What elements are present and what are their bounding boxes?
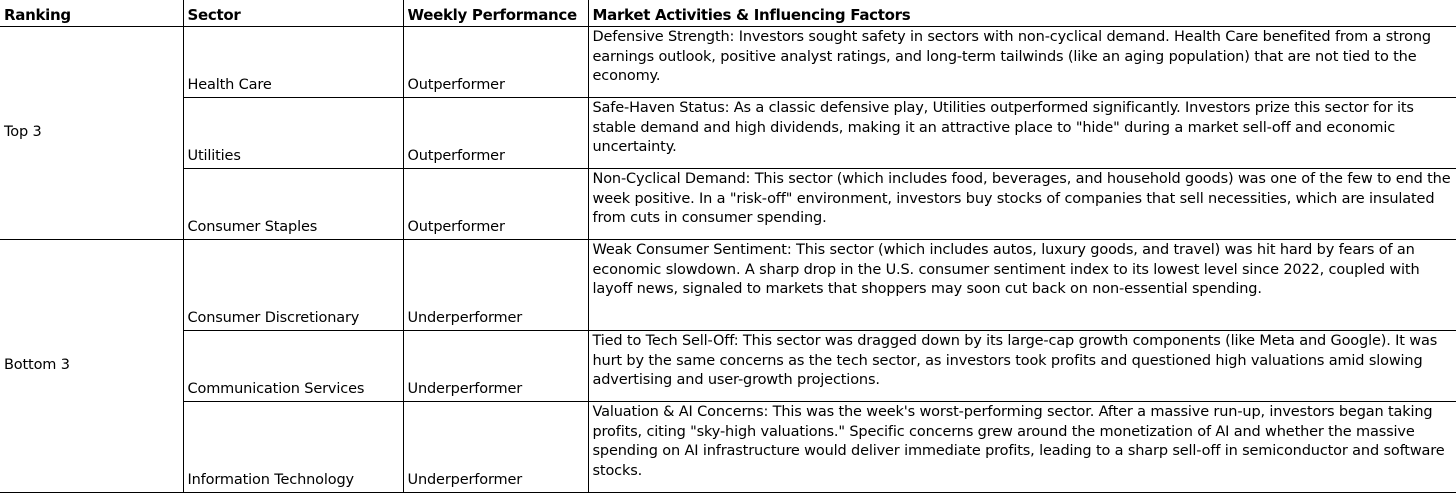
factors-cell: Defensive Strength: Investors sought safety in sectors with non-cyclical demand. Health Care benefited from a strong earnings outlook, positive analyst ratings, and long-term tailwinds (like an aging population) that are not tied to the economy.	[588, 27, 1456, 98]
header-sector: Sector	[183, 0, 403, 27]
table-row	[0, 169, 1456, 240]
sector-cell: Information Technology	[183, 402, 403, 493]
table-header	[0, 0, 1456, 27]
factors-cell: Non-Cyclical Demand: This sector (which includes food, beverages, and household goods) was one of the few to end the week positive. In a "risk-off" environment, investors buy stocks of companies that sell necessities, which are insulated from cuts in consumer spending.	[588, 169, 1456, 240]
ranking-cell-bottom-3: Bottom 3	[0, 240, 183, 493]
performance-cell: Outperformer	[403, 169, 588, 240]
header-ranking: Ranking	[0, 0, 183, 27]
factors-cell: Weak Consumer Sentiment: This sector (which includes autos, luxury goods, and travel) was hit hard by fears of an economic slowdown. A sharp drop in the U.S. consumer sentiment index to its lowest level since 2022, coupled with layoff news, signaled to markets that shoppers may soon cut back on non-essential spending.	[588, 240, 1456, 331]
header-weekly-performance: Weekly Performance	[403, 0, 588, 27]
performance-cell: Underperformer	[403, 240, 588, 331]
header-row	[0, 0, 1456, 27]
sector-cell: Utilities	[183, 98, 403, 169]
table-row	[0, 402, 1456, 493]
factors-cell: Safe-Haven Status: As a classic defensive play, Utilities outperformed significantly. Investors prize this sector for its stable demand and high dividends, making it an attractive place to "hide" during a market sell-off and economic uncertainty.	[588, 98, 1456, 169]
factors-cell: Tied to Tech Sell-Off: This sector was dragged down by its large-cap growth components (like Meta and Google). It was hurt by the same concerns as the tech sector, as investors took profits and questioned high valuations amid slowing advertising and user-growth projections.	[588, 331, 1456, 402]
ranking-cell-top-3: Top 3	[0, 27, 183, 240]
performance-cell: Underperformer	[403, 402, 588, 493]
performance-cell: Underperformer	[403, 331, 588, 402]
table-row	[0, 98, 1456, 169]
performance-cell: Outperformer	[403, 27, 588, 98]
table-body	[0, 27, 1456, 493]
table-row	[0, 240, 1456, 331]
performance-cell: Outperformer	[403, 98, 588, 169]
sector-cell: Consumer Staples	[183, 169, 403, 240]
factors-cell: Valuation & AI Concerns: This was the week's worst-performing sector. After a massive run-up, investors began taking profits, citing "sky-high valuations." Specific concerns grew around the monetization of AI and whether the massive spending on AI infrastructure would deliver immediate profits, leading to a sharp sell-off in semiconductor and software stocks.	[588, 402, 1456, 493]
header-market-factors: Market Activities & Influencing Factors	[588, 0, 1456, 27]
sector-cell: Health Care	[183, 27, 403, 98]
sector-cell: Consumer Discretionary	[183, 240, 403, 331]
table-row	[0, 27, 1456, 98]
sector-cell: Communication Services	[183, 331, 403, 402]
table-row	[0, 331, 1456, 402]
